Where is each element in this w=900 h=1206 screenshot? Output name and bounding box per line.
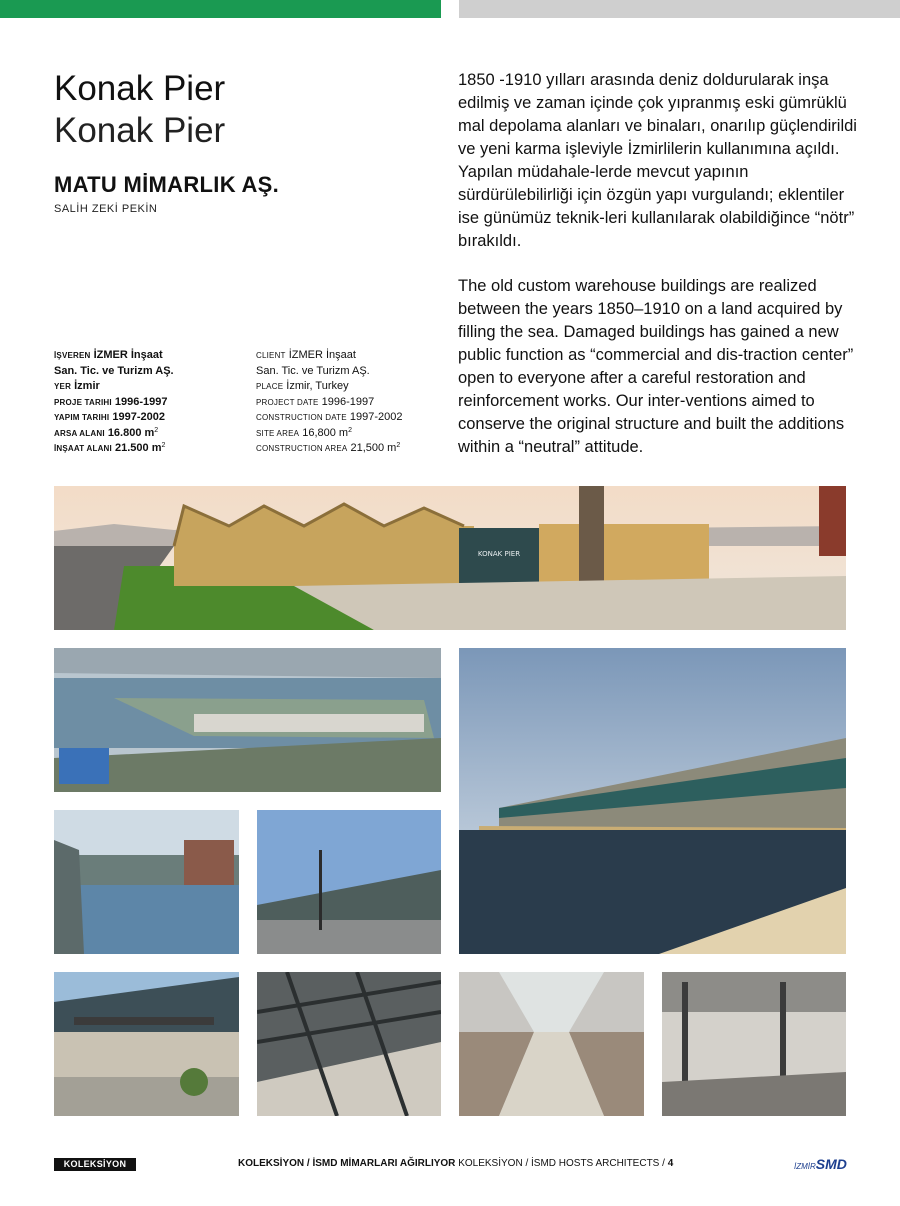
aerial-photo [54,648,441,792]
info-row: YER İzmir [54,380,100,392]
pier-sign-text: KONAK PIER [477,550,521,558]
info-row: San. Tic. ve Turizm AŞ. [256,364,370,377]
panorama-photo [54,486,846,630]
interior-gallery-photo-2 [662,972,846,1116]
description-en: The old custom warehouse buildings are realized between the years 1850–1910 on a land acquired by filling the sea. Damaged buildings has gained a new public function as “commercial and dis-traction center” open to everyone after a careful restoration and reinforcement works. Our inter-ventions aimed to conserve the original structure and built the additions within a “neutral” attitude. [458,277,854,456]
firm-name: MATU MİMARLIK AŞ. [54,172,280,197]
facade-water-photo [459,648,846,954]
description-tr: 1850 -1910 yılları arasında deniz doldurularak inşa edilmiş ve zaman içinde çok yıpranmış eski gümrüklü mal depolama alanları ve binaları, onarılıp güçlendirildi ve yeni karma işleviyle İzmirlilerin kullanımına açıldı. Yapılan müdahale-lerde mevcut yapının sürdürülebilirliği için özgün yapı vurgulandı; eklentiler ise günümüz teknik-leri kullanılarak olabildiğince “nötr” bırakıldı. [458,71,857,250]
izmir-smd-logo: İZMİRSMD [794,1156,847,1172]
info-row: CONSTRUCTION DATE 1997-2002 [256,411,403,423]
waterfront-photo-1 [54,810,239,954]
architect-name: SALİH ZEKİ PEKİN [54,203,158,215]
project-info-tr [54,348,244,457]
info-row: ARSA ALANI 16.800 $m^2$ [54,426,159,439]
info-row: PLACE İzmir, Turkey [256,380,349,392]
info-row: CLIENT İZMER İnşaat [256,349,356,361]
info-row: İŞVEREN İZMER İnşaat [54,349,163,361]
entrance-canopy-photo [54,972,239,1116]
info-row: SITE AREA 16,800 $m^2$ [256,426,352,439]
roof-structure-photo [257,972,441,1116]
footer-caption: KOLEKSİYON / İSMD MİMARLARI AĞIRLIYOR KOLEKSİYON / İSMD HOSTS ARCHITECTS / 4 [238,1158,674,1169]
info-row: YAPIM TARIHI 1997-2002 [54,411,165,423]
header-bar-gray [459,0,900,18]
interior-gallery-photo-1 [459,972,644,1116]
koleksiyon-logo: KOLEKSİYON [54,1158,136,1171]
info-row: PROJE TARIHI 1996-1997 [54,395,168,408]
project-info-en [256,348,446,457]
info-row: İNŞAAT ALANI 21.500 $m^2$ [54,442,166,454]
info-row: PROJECT DATE 1996-1997 [256,395,375,408]
header-bar-green [0,0,441,18]
project-title-tr: Konak Pier [54,69,226,108]
project-title-en: Konak Pier [54,111,226,150]
waterfront-photo-2 [257,810,441,954]
info-row: CONSTRUCTION AREA 21,500 $m^2$ [256,442,401,454]
info-row: San. Tic. ve Turizm AŞ. [54,364,174,377]
